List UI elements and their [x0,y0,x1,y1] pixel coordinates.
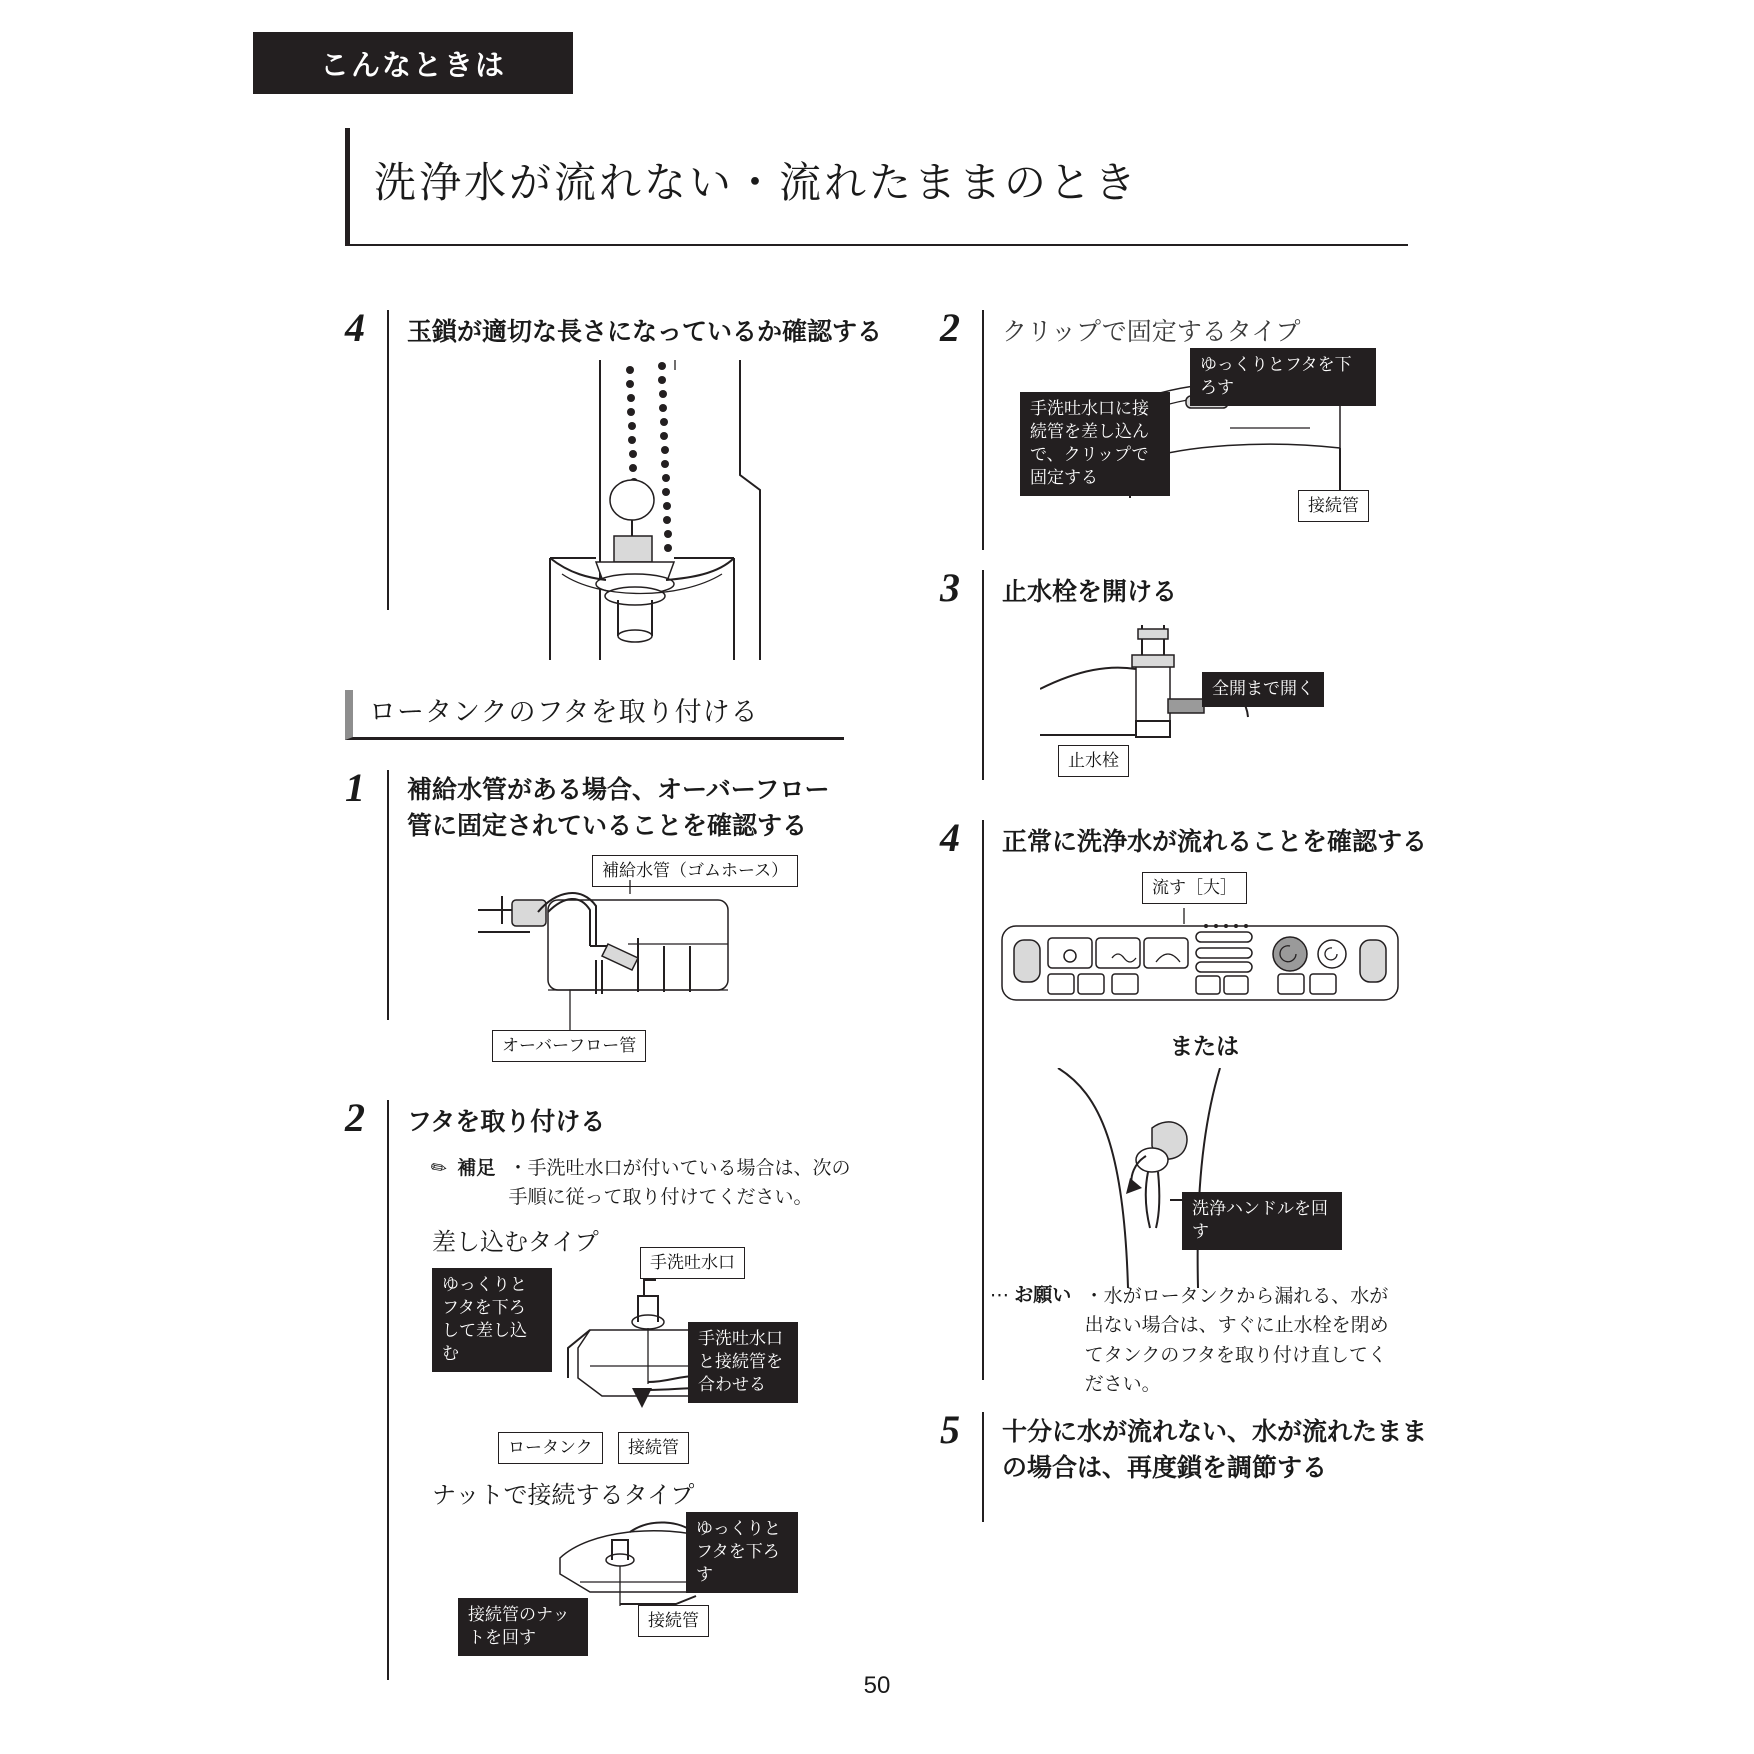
figure-remote-control [1000,918,1400,1006]
supplement-note-head: 補足 [457,1158,496,1179]
page-number: 50 [863,1672,891,1699]
step-text: 補給水管がある場合、オーバーフロー管に固定されていることを確認する [407,776,830,841]
step-number: 5 [940,1407,960,1452]
page-title-block [345,128,1408,246]
step-number: 2 [940,305,960,350]
label-supply-pipe: 補給水管（ゴムホース） [592,855,798,887]
step-text: クリップで固定するタイプ [1002,318,1301,346]
callout-align-connector: 手洗吐水口と接続管を合わせる [688,1322,798,1403]
step-rule [387,770,389,1020]
step-rule [982,1412,984,1522]
step-text: 玉鎖が適切な長さになっているか確認する [407,318,883,346]
right-step5-block [940,1407,1500,1522]
step-number: 4 [940,815,960,860]
step-rule [982,310,984,550]
label-low-tank: ロータンク [498,1432,603,1464]
figure-flush-handle [1040,1068,1300,1288]
callout-open-fully: 全開まで開く [1202,672,1324,707]
section-tab-label: こんなときは [253,32,573,94]
step-number: 2 [345,1095,365,1140]
label-flush-big: 流す［大］ [1142,872,1247,904]
supplement-note-body: ・手洗吐水口が付いている場合は、次の手順に従って取り付けてください。 [508,1158,851,1208]
callout-turn-handle: 洗浄ハンドルを回す [1182,1192,1342,1250]
notice-icon: ⋯ [990,1285,1009,1306]
page-title: 洗浄水が流れない・流れたままのとき [374,159,1140,206]
callout-turn-nut: 接続管のナットを回す [458,1598,588,1656]
callout-clip-fix: 手洗吐水口に接続管を差し込んで、クリップで固定する [1020,392,1170,496]
step-text: 十分に水が流れない、水が流れたままの場合は、再度鎖を調節する [1002,1418,1428,1483]
step-number: 3 [940,565,960,610]
section-heading-attach-lid: ロータンクのフタを取り付ける [345,690,844,740]
step-rule [982,820,984,1380]
label-connector-pipe-nut: 接続管 [638,1605,709,1637]
step-text: 正常に洗浄水が流れることを確認する [1002,828,1428,856]
step-rule [982,570,984,780]
supplement-note [426,1155,862,1212]
subheading-nut-type: ナットで接続するタイプ [432,1482,695,1509]
label-connector-pipe-insert: 接続管 [618,1432,689,1464]
callout-lower-lid-nut: ゆっくりとフタを下ろす [686,1512,798,1593]
request-note-body: ・水がロータンクから漏れる、水が出ない場合は、すぐに止水栓を閉めてタンクのフタを取り付け直してください。 [1084,1286,1389,1396]
step-number: 4 [345,305,365,350]
step-rule [387,1100,389,1680]
step-number: 1 [345,765,365,810]
callout-lower-lid-clip: ゆっくりとフタを下ろす [1190,348,1376,406]
label-connector-pipe-clip: 接続管 [1298,490,1369,522]
request-note [990,1282,1410,1400]
label-stop-valve: 止水栓 [1058,745,1129,777]
step-rule [387,310,389,610]
pencil-icon: ✎ [426,1155,453,1182]
step-text: 止水栓を開ける [1002,578,1178,606]
or-text: または [1170,1033,1239,1059]
label-overflow-pipe: オーバーフロー管 [492,1030,646,1062]
label-hand-wash-spout: 手洗吐水口 [640,1247,745,1279]
step-text: フタを取り付ける [407,1108,606,1136]
request-note-head: お願い [1014,1285,1072,1306]
figure-ball-chain [510,360,930,660]
leader-lines-step1 [560,880,680,1040]
subheading-insert-type: 差し込むタイプ [432,1229,599,1256]
callout-lower-lid-insert: ゆっくりとフタを下ろして差し込む [432,1268,552,1372]
